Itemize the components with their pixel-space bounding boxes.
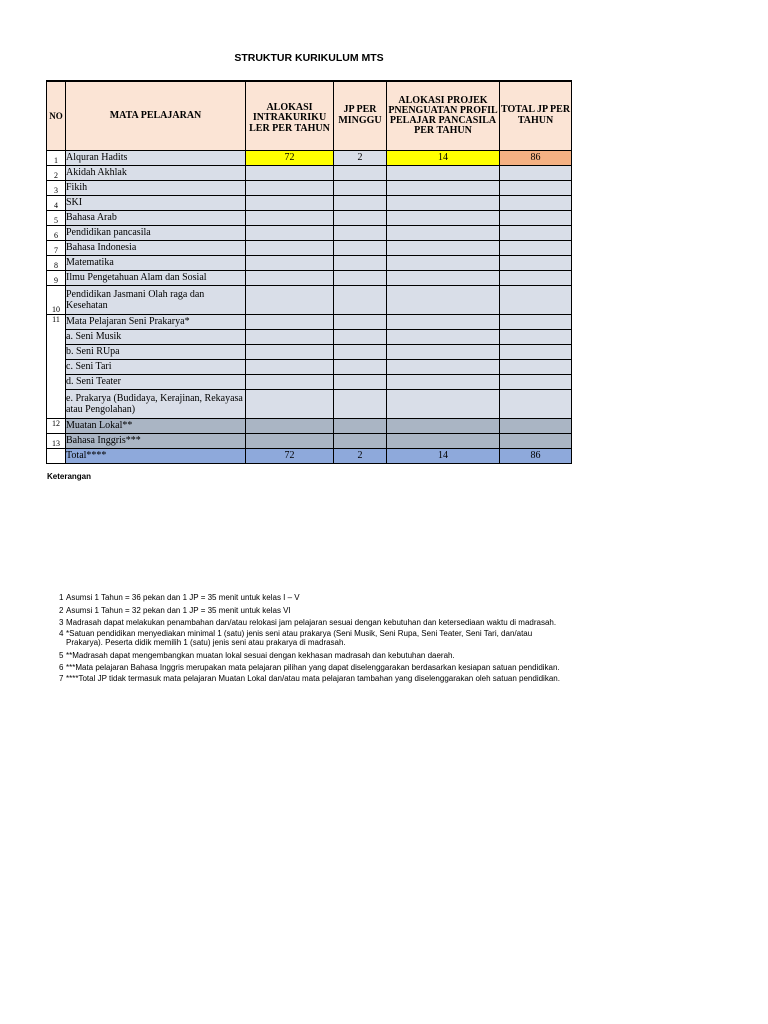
note-text: Asumsi 1 Tahun = 32 pekan dan 1 JP = 35 menit untuk kelas VI <box>66 605 291 615</box>
row-subject: Alquran Hadits <box>66 150 246 165</box>
note-text: Madrasah dapat melakukan penambahan dan/atau relokasi jam pelajaran sesuai dengan kebutuhan dan ketersediaan waktu di madrasah. <box>66 618 557 627</box>
header-alokasi-projek: ALOKASI PROJEK PNENGUATAN PROFIL PELAJAR PANCASILA PER TAHUN <box>387 81 500 150</box>
table-row <box>47 374 572 389</box>
table-row <box>47 359 572 374</box>
row-subject: Mata Pelajaran Seni Prakarya* <box>66 314 246 329</box>
header-alokasi-intrakurikuler: ALOKASI INTRAKURIKU LER PER TAHUN <box>246 81 334 150</box>
row-subject: Ilmu Pengetahuan Alam dan Sosial <box>66 270 246 285</box>
table-row <box>47 389 572 418</box>
row-no: 7 <box>47 240 66 255</box>
table-header-row <box>47 81 572 150</box>
row-alokasi: 72 <box>246 150 334 165</box>
note-item <box>59 606 569 616</box>
note-text: Asumsi 1 Tahun = 36 pekan dan 1 JP = 35 menit untuk kelas I – V <box>66 593 300 602</box>
note-item <box>59 663 569 673</box>
row-subject: SKI <box>66 195 246 210</box>
row-subject: Pendidikan Jasmani Olah raga dan Kesehatan <box>66 285 246 314</box>
table-row <box>47 195 572 210</box>
row-no: 11 <box>47 314 66 418</box>
total-label: Total**** <box>66 448 246 463</box>
row-no: 10 <box>47 285 66 314</box>
header-no: NO <box>47 81 66 150</box>
keterangan-label: Keterangan <box>47 472 92 481</box>
row-subject: d. Seni Teater <box>66 374 246 389</box>
row-jp: 2 <box>334 150 387 165</box>
note-item <box>59 629 569 648</box>
note-text: **Madrasah dapat mengembangkan muatan lokal sesuai dengan kekhasan madrasah dan kebutuhan daerah. <box>66 650 455 660</box>
note-item <box>59 618 569 628</box>
total-alokasi: 72 <box>246 448 334 463</box>
note-number: 3 <box>59 618 64 627</box>
table-row <box>47 150 572 165</box>
total-projek: 14 <box>387 448 500 463</box>
table-row <box>47 314 572 329</box>
curriculum-table <box>46 80 572 464</box>
row-no: 8 <box>47 255 66 270</box>
note-text: ****Total JP tidak termasuk mata pelajaran Muatan Lokal dan/atau mata pelajaran tambahan yang diselenggarakan oleh satuan pendidikan. <box>66 673 560 683</box>
note-number: 5 <box>59 650 64 660</box>
table-row <box>47 180 572 195</box>
note-item <box>59 593 569 603</box>
header-mata-pelajaran: MATA PELAJARAN <box>66 81 246 150</box>
row-total: 86 <box>500 150 572 165</box>
table-row <box>47 270 572 285</box>
note-number: 2 <box>59 605 64 615</box>
total-jp: 2 <box>334 448 387 463</box>
row-subject: c. Seni Tari <box>66 359 246 374</box>
total-row <box>47 448 572 463</box>
notes-list <box>59 593 569 683</box>
table-row <box>47 329 572 344</box>
row-subject: Bahasa Arab <box>66 210 246 225</box>
header-total-jp: TOTAL JP PER TAHUN <box>500 81 572 150</box>
table-row <box>47 225 572 240</box>
row-no: 3 <box>47 180 66 195</box>
table-row <box>47 433 572 448</box>
row-no: 6 <box>47 225 66 240</box>
row-subject: a. Seni Musik <box>66 329 246 344</box>
note-text: ***Mata pelajaran Bahasa Inggris merupakan mata pelajaran pilihan yang dapat diselenggarakan berdasarkan kesiapan satuan pendidikan. <box>66 663 560 672</box>
header-jp-per-minggu: JP PER MINGGU <box>334 81 387 150</box>
table-row <box>47 285 572 314</box>
row-subject: Akidah Akhlak <box>66 165 246 180</box>
note-item <box>59 674 569 684</box>
row-no: 5 <box>47 210 66 225</box>
table-row <box>47 210 572 225</box>
row-subject: b. Seni RUpa <box>66 344 246 359</box>
row-subject: Bahasa Inggris*** <box>66 433 246 448</box>
table-row <box>47 255 572 270</box>
note-number: 4 <box>59 628 64 638</box>
note-number: 6 <box>59 663 64 672</box>
row-no: 2 <box>47 165 66 180</box>
row-subject: Bahasa Indonesia <box>66 240 246 255</box>
row-no: 9 <box>47 270 66 285</box>
row-subject: e. Prakarya (Budidaya, Kerajinan, Rekayasa atau Pengolahan) <box>66 389 246 418</box>
page-title: STRUKTUR KURIKULUM MTS <box>234 52 384 64</box>
table-row <box>47 344 572 359</box>
row-subject: Pendidikan pancasila <box>66 225 246 240</box>
table-row <box>47 165 572 180</box>
total-total: 86 <box>500 448 572 463</box>
row-no: 12 <box>47 418 66 433</box>
row-no: 4 <box>47 195 66 210</box>
note-number: 1 <box>59 593 64 602</box>
note-text: *Satuan pendidikan menyediakan minimal 1 (satu) jenis seni atau prakarya (Seni Musik, Seni Rupa, Seni Teater, Seni Tari, dan/atau Prakarya). Peserta didik memilih 1 (satu) jenis seni atau prakarya di madrasah. <box>66 628 533 647</box>
row-projek: 14 <box>387 150 500 165</box>
row-subject: Fikih <box>66 180 246 195</box>
row-subject: Matematika <box>66 255 246 270</box>
row-no: 13 <box>47 433 66 448</box>
row-subject: Muatan Lokal** <box>66 418 246 433</box>
table-row <box>47 418 572 433</box>
row-no: 1 <box>47 150 66 165</box>
table-row <box>47 240 572 255</box>
note-number: 7 <box>59 673 64 683</box>
note-item <box>59 651 569 661</box>
